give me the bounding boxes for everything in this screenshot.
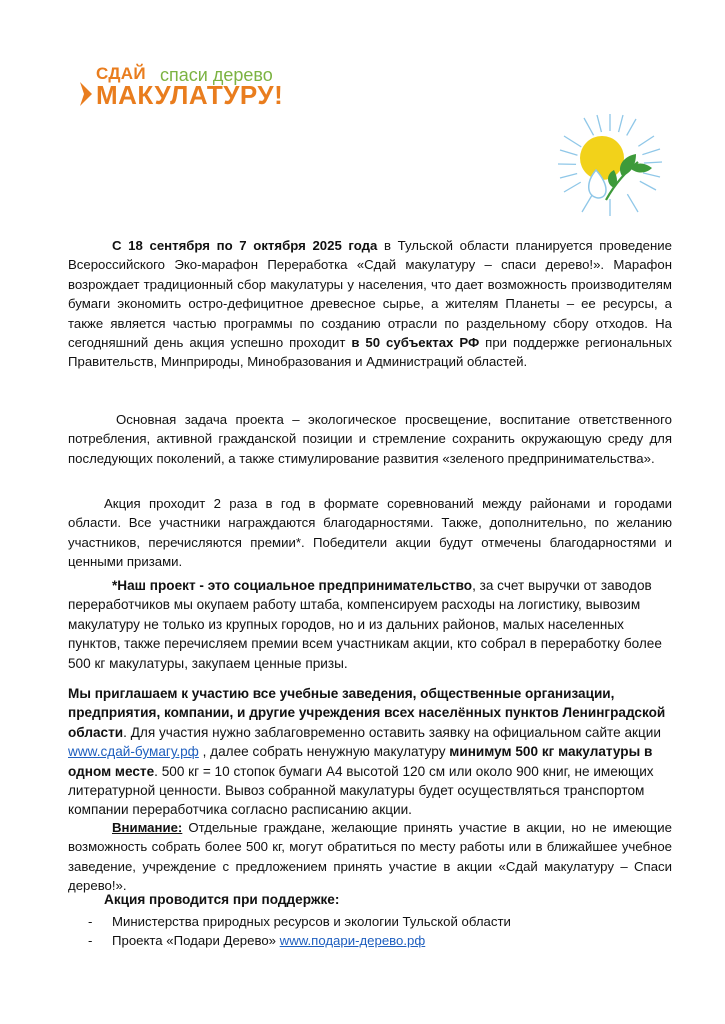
supporter-text: Проекта «Подари Дерево» xyxy=(112,933,280,949)
list-item xyxy=(88,931,511,950)
attention-label: Внимание: xyxy=(112,820,183,835)
intro-paragraph xyxy=(68,236,672,372)
supporter-text: Министерства природных ресурсов и экологии Тульской области xyxy=(112,914,511,929)
list-item xyxy=(88,912,511,931)
support-title: Акция проводится при поддержке: xyxy=(104,892,340,907)
attention-paragraph xyxy=(68,818,672,896)
registration-site-link[interactable]: www.сдай-бумагу.рф xyxy=(68,744,199,760)
invitation-text-2: , далее собрать ненужную макулатуру xyxy=(198,744,450,760)
logo-main-text: МАКУЛАТУРУ! xyxy=(96,80,284,110)
dates-text: С 18 сентября по 7 октября 2025 года xyxy=(112,238,378,253)
attention-text: Отдельные граждане, желающие принять участие в акции, но не имеющие возможность собрать более 500 кг, могут обратиться по месту работы или в ближайшее учебное заведение, учреждение с предложением принять участие в акции «Сдай макулатуру – Спаси дерево!». xyxy=(68,820,672,894)
support-list xyxy=(88,912,511,951)
social-enterprise-text: , за счет выручки от заводов переработчиков мы окупаем работу штаба, компенсируем расходы на логистику, вывозим макулатуру не только из крупных городов, но и из дальних районов, малых населенных пунктов, также перечисляем премии всем участникам акции, кто собрал в переработку более 500 кг макулатуры, закупаем ценные призы. xyxy=(68,578,662,671)
goal-paragraph: Основная задача проекта – экологическое просвещение, воспитание ответственного потребления, активной гражданской позиции и стремление сохранить окружающую среду для последующих поколений, а также стимулирование развития «зеленого предпринимательства». xyxy=(68,412,672,466)
logo-top-text: СДАЙ xyxy=(96,64,146,83)
intro-text-2: при поддержке региональных Правительств, Минприроды, Минобразования и Администраций областей. xyxy=(68,335,672,370)
intro-text-1: в Тульской области планируется проведение Всероссийского Эко-марафон Переработка «Сдай макулатуру – спаси дерево!». Марафон возрождает традиционный сбор макулатуры у населения, что дает возможность производителям бумаги экономить остро-дефицитное древесное сырье, а жителям Планеты – ее ресурсы, а также является частью программы по созданию отрасли по раздельному сбору отходов. На сегодняшний день акция успешно проходит xyxy=(68,238,672,351)
logo-tagline: спаси дерево xyxy=(160,65,273,85)
invitation-paragraph xyxy=(68,684,672,820)
social-enterprise-paragraph xyxy=(68,576,672,673)
arrow-icon xyxy=(78,78,94,108)
list-dash: - xyxy=(88,914,93,929)
invitation-text-1: . Для участия нужно заблаговременно оставить заявку на официальном сайте акции xyxy=(123,724,661,740)
page-header xyxy=(0,0,725,230)
podari-derevo-link[interactable]: www.подари-дерево.рф xyxy=(279,933,426,949)
social-enterprise-lead: *Наш проект - это социальное предпринимательство xyxy=(112,578,473,593)
minimum-amount-text: минимум 500 кг макулатуры в одном месте xyxy=(68,744,653,779)
regions-count-text: в 50 субъектах РФ xyxy=(351,335,480,351)
sun-leaves-drop-emblem-icon xyxy=(556,112,664,218)
invitation-lead: Мы приглашаем к участию все учебные заведения, общественные организации, предприятия, компании, и другие учреждения всех населённых пунктов Ленинградской области xyxy=(68,686,666,740)
invitation-text-3: . 500 кг = 10 стопок бумаги А4 высотой 120 см или около 900 книг, не имеющих литературной ценности. Вывоз собранной макулатуры будет осуществляться транспортом компании переработчика согласно расписанию акции. xyxy=(68,763,654,818)
format-paragraph: Акция проходит 2 раза в год в формате соревнований между районами и городами области. Все участники награждаются благодарностями. Также, дополнительно, по желанию участников, перечисляются премии*. Победители акции будут отмечены благодарностями и ценными призами. xyxy=(68,496,672,570)
campaign-logo xyxy=(78,64,318,114)
list-dash: - xyxy=(88,933,93,949)
